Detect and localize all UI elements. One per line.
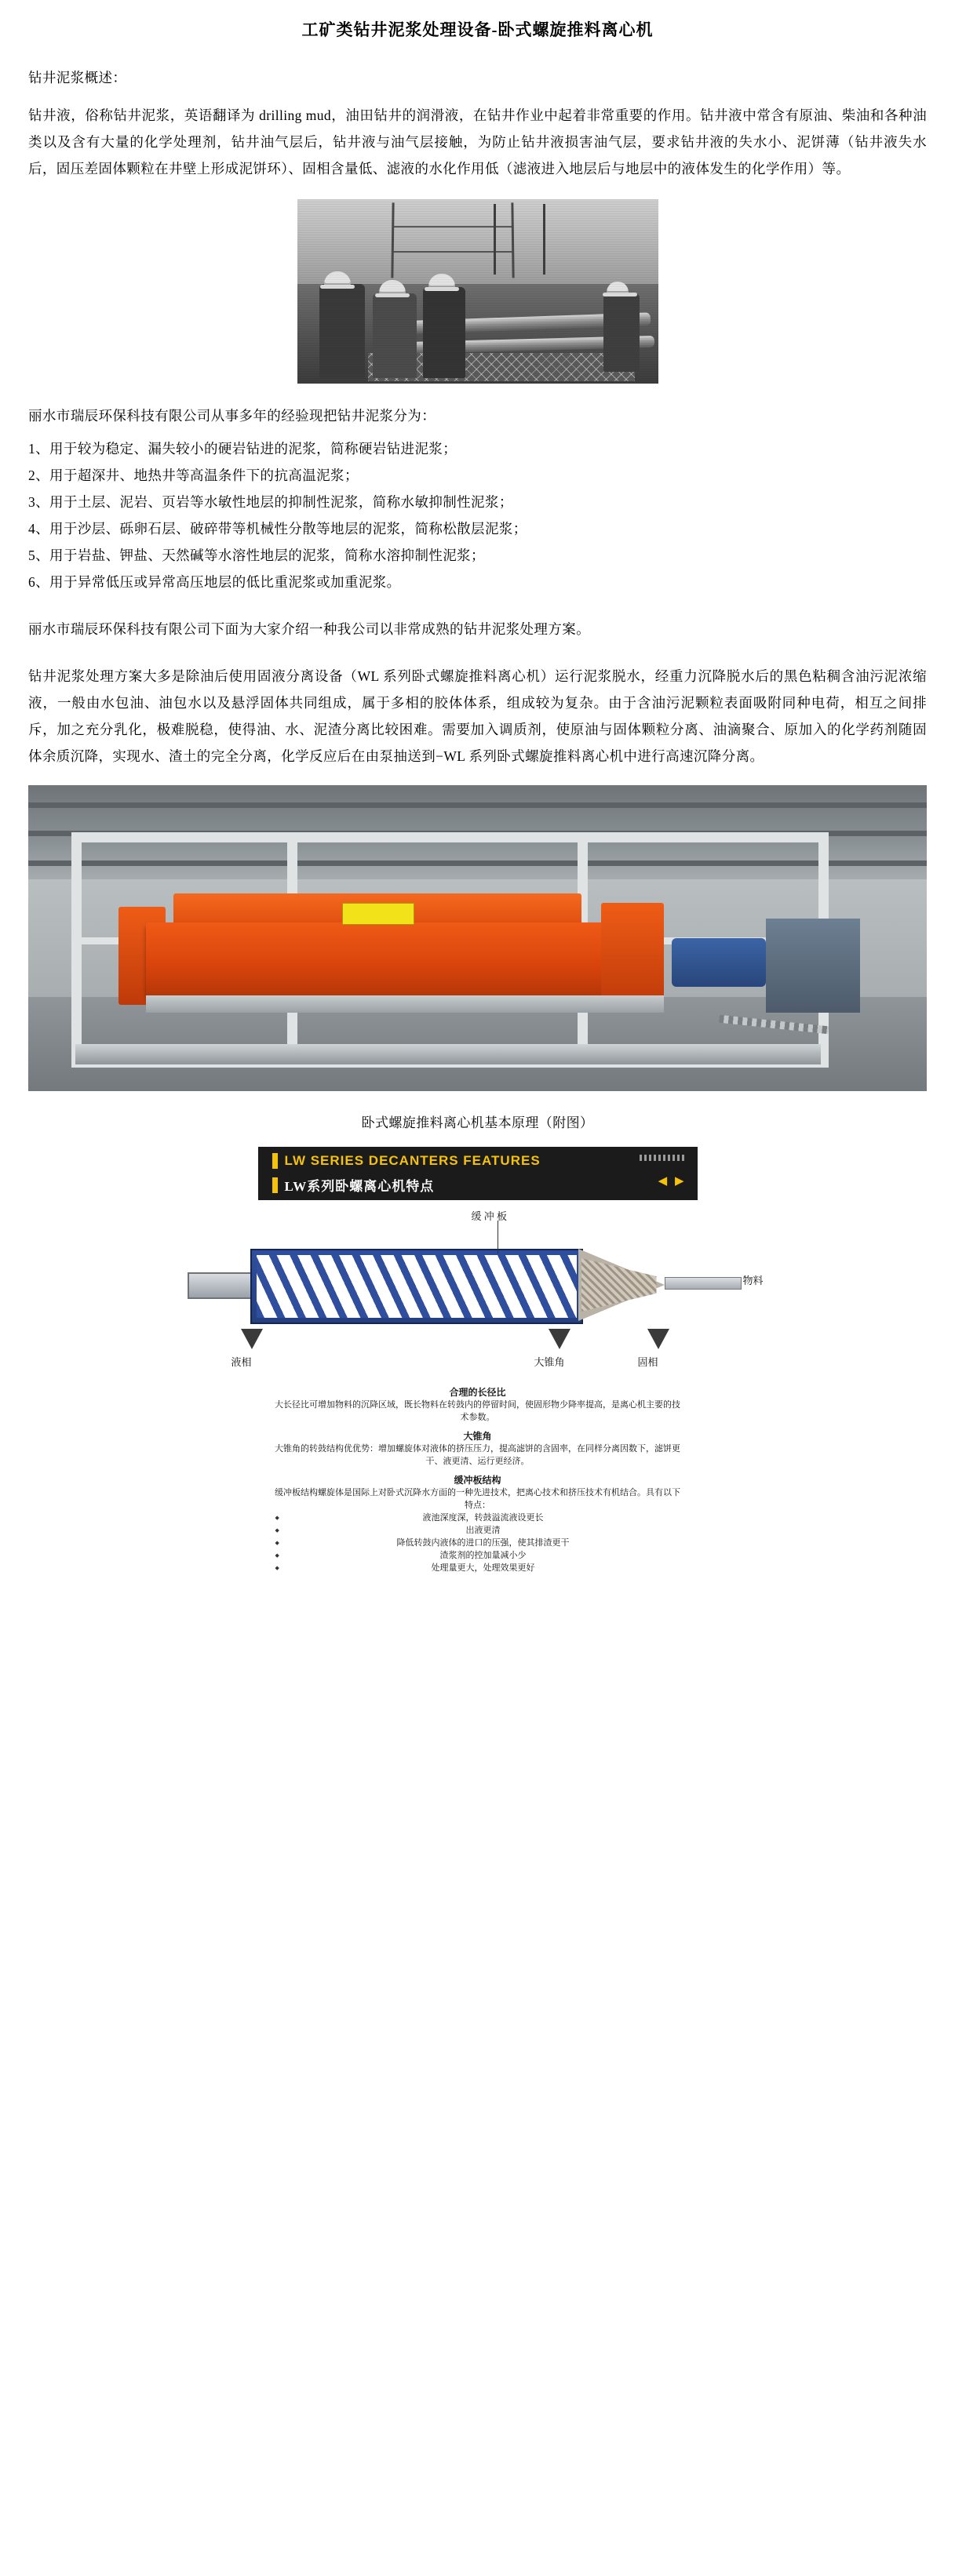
feature-text-buffer-plate: 缓冲板结构螺旋体是国际上对卧式沉降水方面的一种先进技术，把离心技术和挤压技术有机结合。具有以下特点： — [275, 1488, 680, 1510]
machine-base — [146, 995, 664, 1013]
features-text-block — [274, 1386, 682, 1574]
list-item: 1、用于较为稳定、漏失较小的硬岩钻进的泥浆，简称硬岩钻进泥浆； — [28, 441, 457, 457]
solid-phase-arrow-icon — [647, 1329, 669, 1349]
paragraph-treatment-process: 钻井泥浆处理方案大多是除油后使用固液分离设备（WL 系列卧式螺旋推料离心机）运行泥浆脱水，经重力沉降脱水后的黑色粘稠含油污泥浓缩液，一般由水包油、油包水以及悬浮固体共同组成，属于多相的胶体体系，组成较为复杂。由于含油污泥颗粒表面吸附同种电荷，相互之间排斥，加之充分乳化，极难脱稳，使得油、水、泥渣分离比较困难。需要加入调质剂，使原油与固体颗粒分离、油滴聚合、原加入的化学药剂随固体余质沉降，实现水、渣土的完全分离，化学反应后在由泵抽送到−WL 系列卧式螺旋推料离心机中进行高速沉降分离。 — [28, 668, 927, 764]
auxiliary-equipment — [766, 919, 860, 1013]
page-title: 工矿类钻井泥浆处理设备-卧式螺旋推料离心机 — [301, 20, 654, 39]
liquid-phase-arrow-icon — [241, 1329, 263, 1349]
worker-figure — [373, 293, 417, 378]
document-page — [0, 17, 955, 1574]
label-material: 物料 — [742, 1275, 764, 1286]
skid-rail — [75, 1044, 821, 1064]
label-cone-angle: 大锥角 — [534, 1356, 565, 1368]
drive-motor — [672, 938, 766, 987]
feed-inlet-pipe — [665, 1277, 742, 1290]
centrifuge-bowl — [250, 1249, 583, 1324]
figure-centrifuge-photo — [28, 785, 927, 1091]
banner-arrows: ◀ ▶ — [658, 1175, 687, 1188]
worker-figure — [319, 284, 365, 378]
centrifuge-main-housing — [146, 922, 617, 997]
figure-drilling-site-photo — [28, 199, 927, 384]
banner-chinese-label: LW系列卧螺离心机特点 — [284, 1179, 435, 1194]
feature-bullet: ◆ 液池深度深，转鼓溢流液设更长 — [274, 1512, 682, 1524]
centrifuge-equipment-photo — [28, 785, 927, 1091]
figure-principle-diagram — [28, 1147, 927, 1574]
feature-title-cone-angle: 大锥角 — [463, 1431, 492, 1442]
label-buffer-plate: 缓 冲 板 — [471, 1210, 508, 1222]
bowl-interior — [257, 1255, 577, 1318]
hard-hat-icon — [607, 282, 629, 294]
worker-figure — [603, 293, 640, 372]
feature-bullet: ◆ 降低转鼓内液体的进口的压强，使其排渣更干 — [274, 1537, 682, 1549]
screw-conveyor — [257, 1255, 577, 1318]
list-item: 6、用于异常低压或异常高压地层的低比重泥浆或加重泥浆。 — [28, 574, 401, 590]
label-solid-phase: 固相 — [637, 1356, 658, 1368]
list-item: 4、用于沙层、砾卵石层、破碎带等机械性分散等地层的泥浆，简称松散层泥浆； — [28, 521, 527, 537]
centrifuge-drive-end — [601, 903, 664, 1005]
derrick-tower-icon — [494, 204, 545, 275]
list-item: 2、用于超深井、地热井等高温条件下的抗高温泥浆； — [28, 468, 359, 483]
list-item: 5、用于岩盐、钾盐、天然碱等水溶性地层的泥浆，简称水溶抑制性泥浆； — [28, 548, 485, 563]
feature-text-length-diameter: 大长径比可增加物料的沉降区域，既长物料在转鼓内的停留时间，使固形物少降率提高，是离心机主要的技术参数。 — [275, 1400, 680, 1422]
ceiling-beam — [28, 802, 927, 808]
worker-figure — [423, 287, 465, 378]
paragraph-company-classification: 丽水市瑞辰环保科技有限公司从事多年的经验现把钻井泥浆分为： — [28, 408, 436, 424]
banner-accent-bar — [272, 1153, 278, 1169]
label-liquid-phase: 液相 — [231, 1356, 252, 1368]
centrifuge-principle-diagram — [180, 1210, 776, 1375]
mud-type-list — [28, 435, 927, 595]
machine-nameplate — [342, 903, 414, 925]
figure-caption: 卧式螺旋推料离心机基本原理（附图） — [361, 1115, 594, 1130]
document-body — [0, 64, 955, 1574]
banner-dots-decoration — [640, 1155, 687, 1161]
banner-english-row — [272, 1153, 541, 1169]
feed-shaft — [188, 1272, 257, 1299]
lw-series-banner — [258, 1147, 698, 1200]
feature-bullet: ◆ 出液更清 — [274, 1524, 682, 1537]
paragraph-drilling-fluid-overview: 钻井液，俗称钻井泥浆，英语翻译为 drilling mud，油田钻井的润滑液，在钻井作业中起着非常重要的作用。钻井液中常含有原油、柴油和各种油类以及含有大量的化学处理剂，钻井油气层后，钻井液与油气层接触，为防止钻井液损害油气层，要求钻井液的失水小、泥饼薄（钻井液失水后，固压差固体颗粒在井壁上形成泥饼环）、固相含量低、滤液的水化作用低（滤液进入地层后与地层中的液体发生的化学作用）等。 — [28, 107, 927, 176]
feature-bullet: ◆ 渣浆剂的控加量减小少 — [274, 1549, 682, 1562]
banner-chinese-row — [272, 1175, 435, 1195]
feature-title-length-diameter: 合理的长径比 — [449, 1387, 506, 1398]
feature-title-buffer-plate: 缓冲板结构 — [454, 1475, 501, 1486]
cone-angle-arrow-icon — [549, 1329, 570, 1349]
list-item: 3、用于土层、泥岩、页岩等水敏性地层的抑制性泥浆，简称水敏抑制性泥浆； — [28, 494, 513, 510]
drilling-site-photo — [297, 199, 658, 384]
section-heading-overview: 钻井泥浆概述： — [28, 70, 127, 86]
banner-accent-bar — [272, 1177, 278, 1193]
feature-bullet: ◆ 处理量更大，处理效果更好 — [274, 1562, 682, 1574]
paragraph-solution-intro: 丽水市瑞辰环保科技有限公司下面为大家介绍一种我公司以非常成熟的钻井泥浆处理方案。 — [28, 621, 590, 637]
feature-text-cone-angle: 大锥角的转鼓结构优优势：增加螺旋体对液体的挤压压力，提高滤饼的含固率，在同样分离因数下，滤饼更干、液更清、运行更经济。 — [275, 1444, 680, 1466]
banner-english-label: LW SERIES DECANTERS FEATURES — [284, 1153, 541, 1168]
